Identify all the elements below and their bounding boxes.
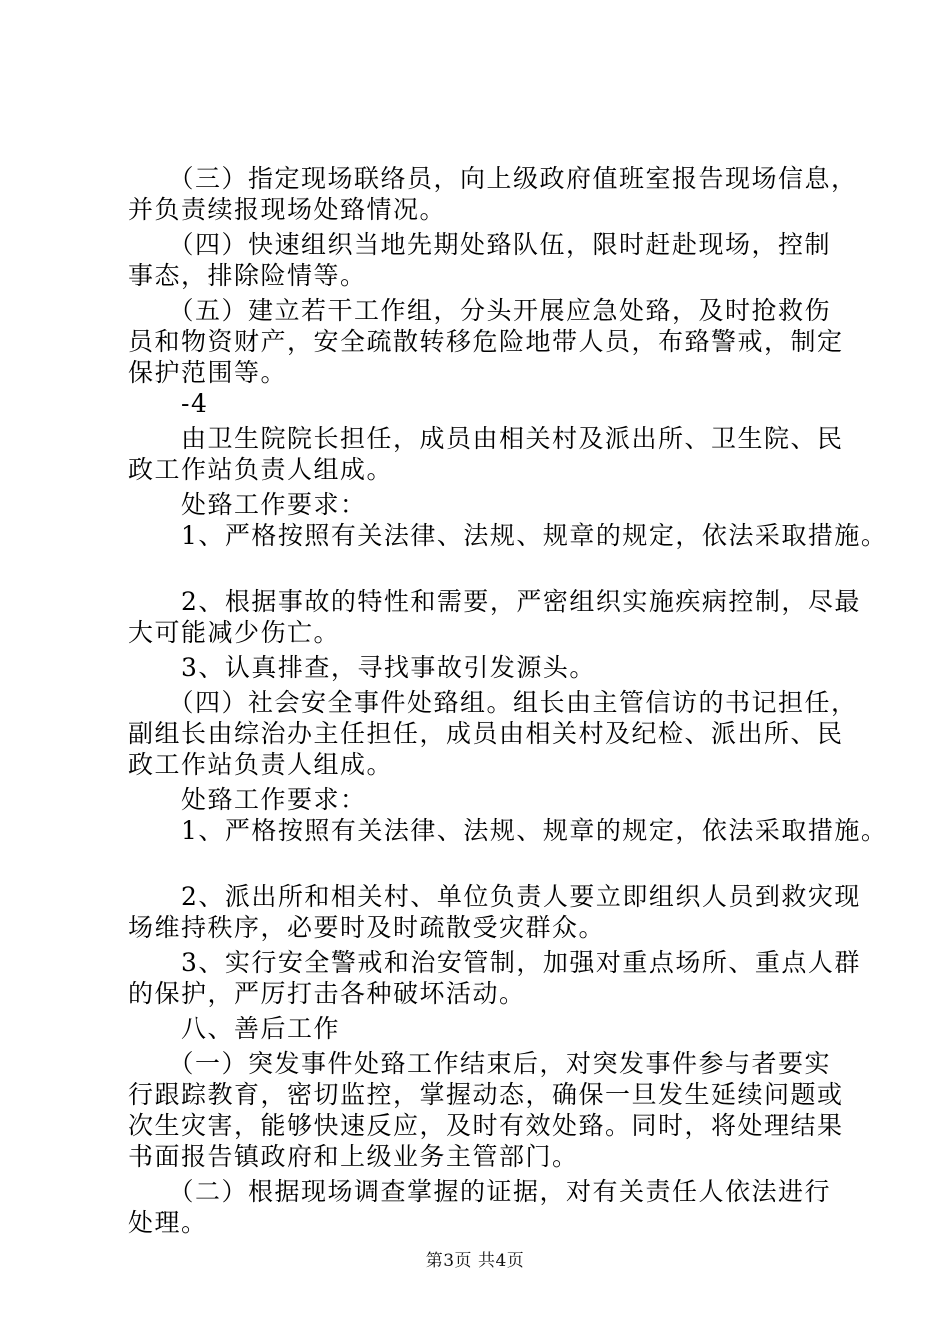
text-line: 政工作站负责人组成。 [128, 750, 394, 779]
text-line: 处理。 [128, 1208, 208, 1237]
text-line: 员和物资财产，安全疏散转移危险地带人员，布臵警戒，制定 [128, 327, 844, 356]
text-line: 八、善后工作 [128, 1014, 341, 1043]
text-line: 场维持秩序，必要时及时疏散受灾群众。 [128, 913, 606, 942]
text-line: 1、严格按照有关法律、法规、规章的规定，依法采取措施。 [128, 521, 888, 550]
text-line: 处臵工作要求： [128, 490, 367, 519]
text-line: 2、派出所和相关村、单位负责人要立即组织人员到救灾现 [128, 882, 861, 911]
text-line: （二）根据现场调查掌握的证据，对有关责任人依法进行 [128, 1177, 832, 1206]
text-line: 副组长由综治办主任担任，成员由相关村及纪检、派出所、民 [128, 719, 844, 748]
document-body [128, 163, 888, 1238]
text-line: 书面报告镇政府和上级业务主管部门。 [128, 1142, 579, 1171]
text-line: 3、认真排查，寻找事故引发源头。 [128, 653, 596, 682]
text-line: 次生灾害，能够快速反应，及时有效处臵。同时，将处理结果 [128, 1111, 844, 1140]
text-line: （一）突发事件处臵工作结束后，对突发事件参与者要实 [128, 1049, 832, 1078]
text-line: 保护范围等。 [128, 358, 288, 387]
text-line: （三）指定现场联络员，向上级政府值班室报告现场信息， [128, 164, 858, 193]
page-footer: 第3页 共4页 [425, 1251, 525, 1271]
text-line: 3、实行安全警戒和治安管制，加强对重点场所、重点人群 [128, 948, 861, 977]
text-line: 政工作站负责人组成。 [128, 455, 394, 484]
text-line: 并负责续报现场处臵情况。 [128, 195, 447, 224]
text-line: （四）社会安全事件处臵组。组长由主管信访的书记担任， [128, 688, 858, 717]
text-line: -4 [128, 389, 209, 418]
text-line: 事态，排除险情等。 [128, 261, 367, 290]
text-line: 由卫生院院长担任，成员由相关村及派出所、卫生院、民 [128, 424, 844, 453]
text-line: （四）快速组织当地先期处臵队伍，限时赶赴现场，控制 [128, 230, 832, 259]
text-line: 大可能减少伤亡。 [128, 618, 341, 647]
text-line: 1、严格按照有关法律、法规、规章的规定，依法采取措施。 [128, 816, 888, 845]
text-line: （五）建立若干工作组，分头开展应急处臵，及时抢救伤 [128, 296, 832, 325]
text-line: 行跟踪教育，密切监控，掌握动态，确保一旦发生延续问题或 [128, 1080, 844, 1109]
text-line: 2、根据事故的特性和需要，严密组织实施疾病控制，尽最 [128, 587, 861, 616]
text-line: 处臵工作要求： [128, 785, 367, 814]
text-line: 的保护，严厉打击各种破坏活动。 [128, 979, 526, 1008]
